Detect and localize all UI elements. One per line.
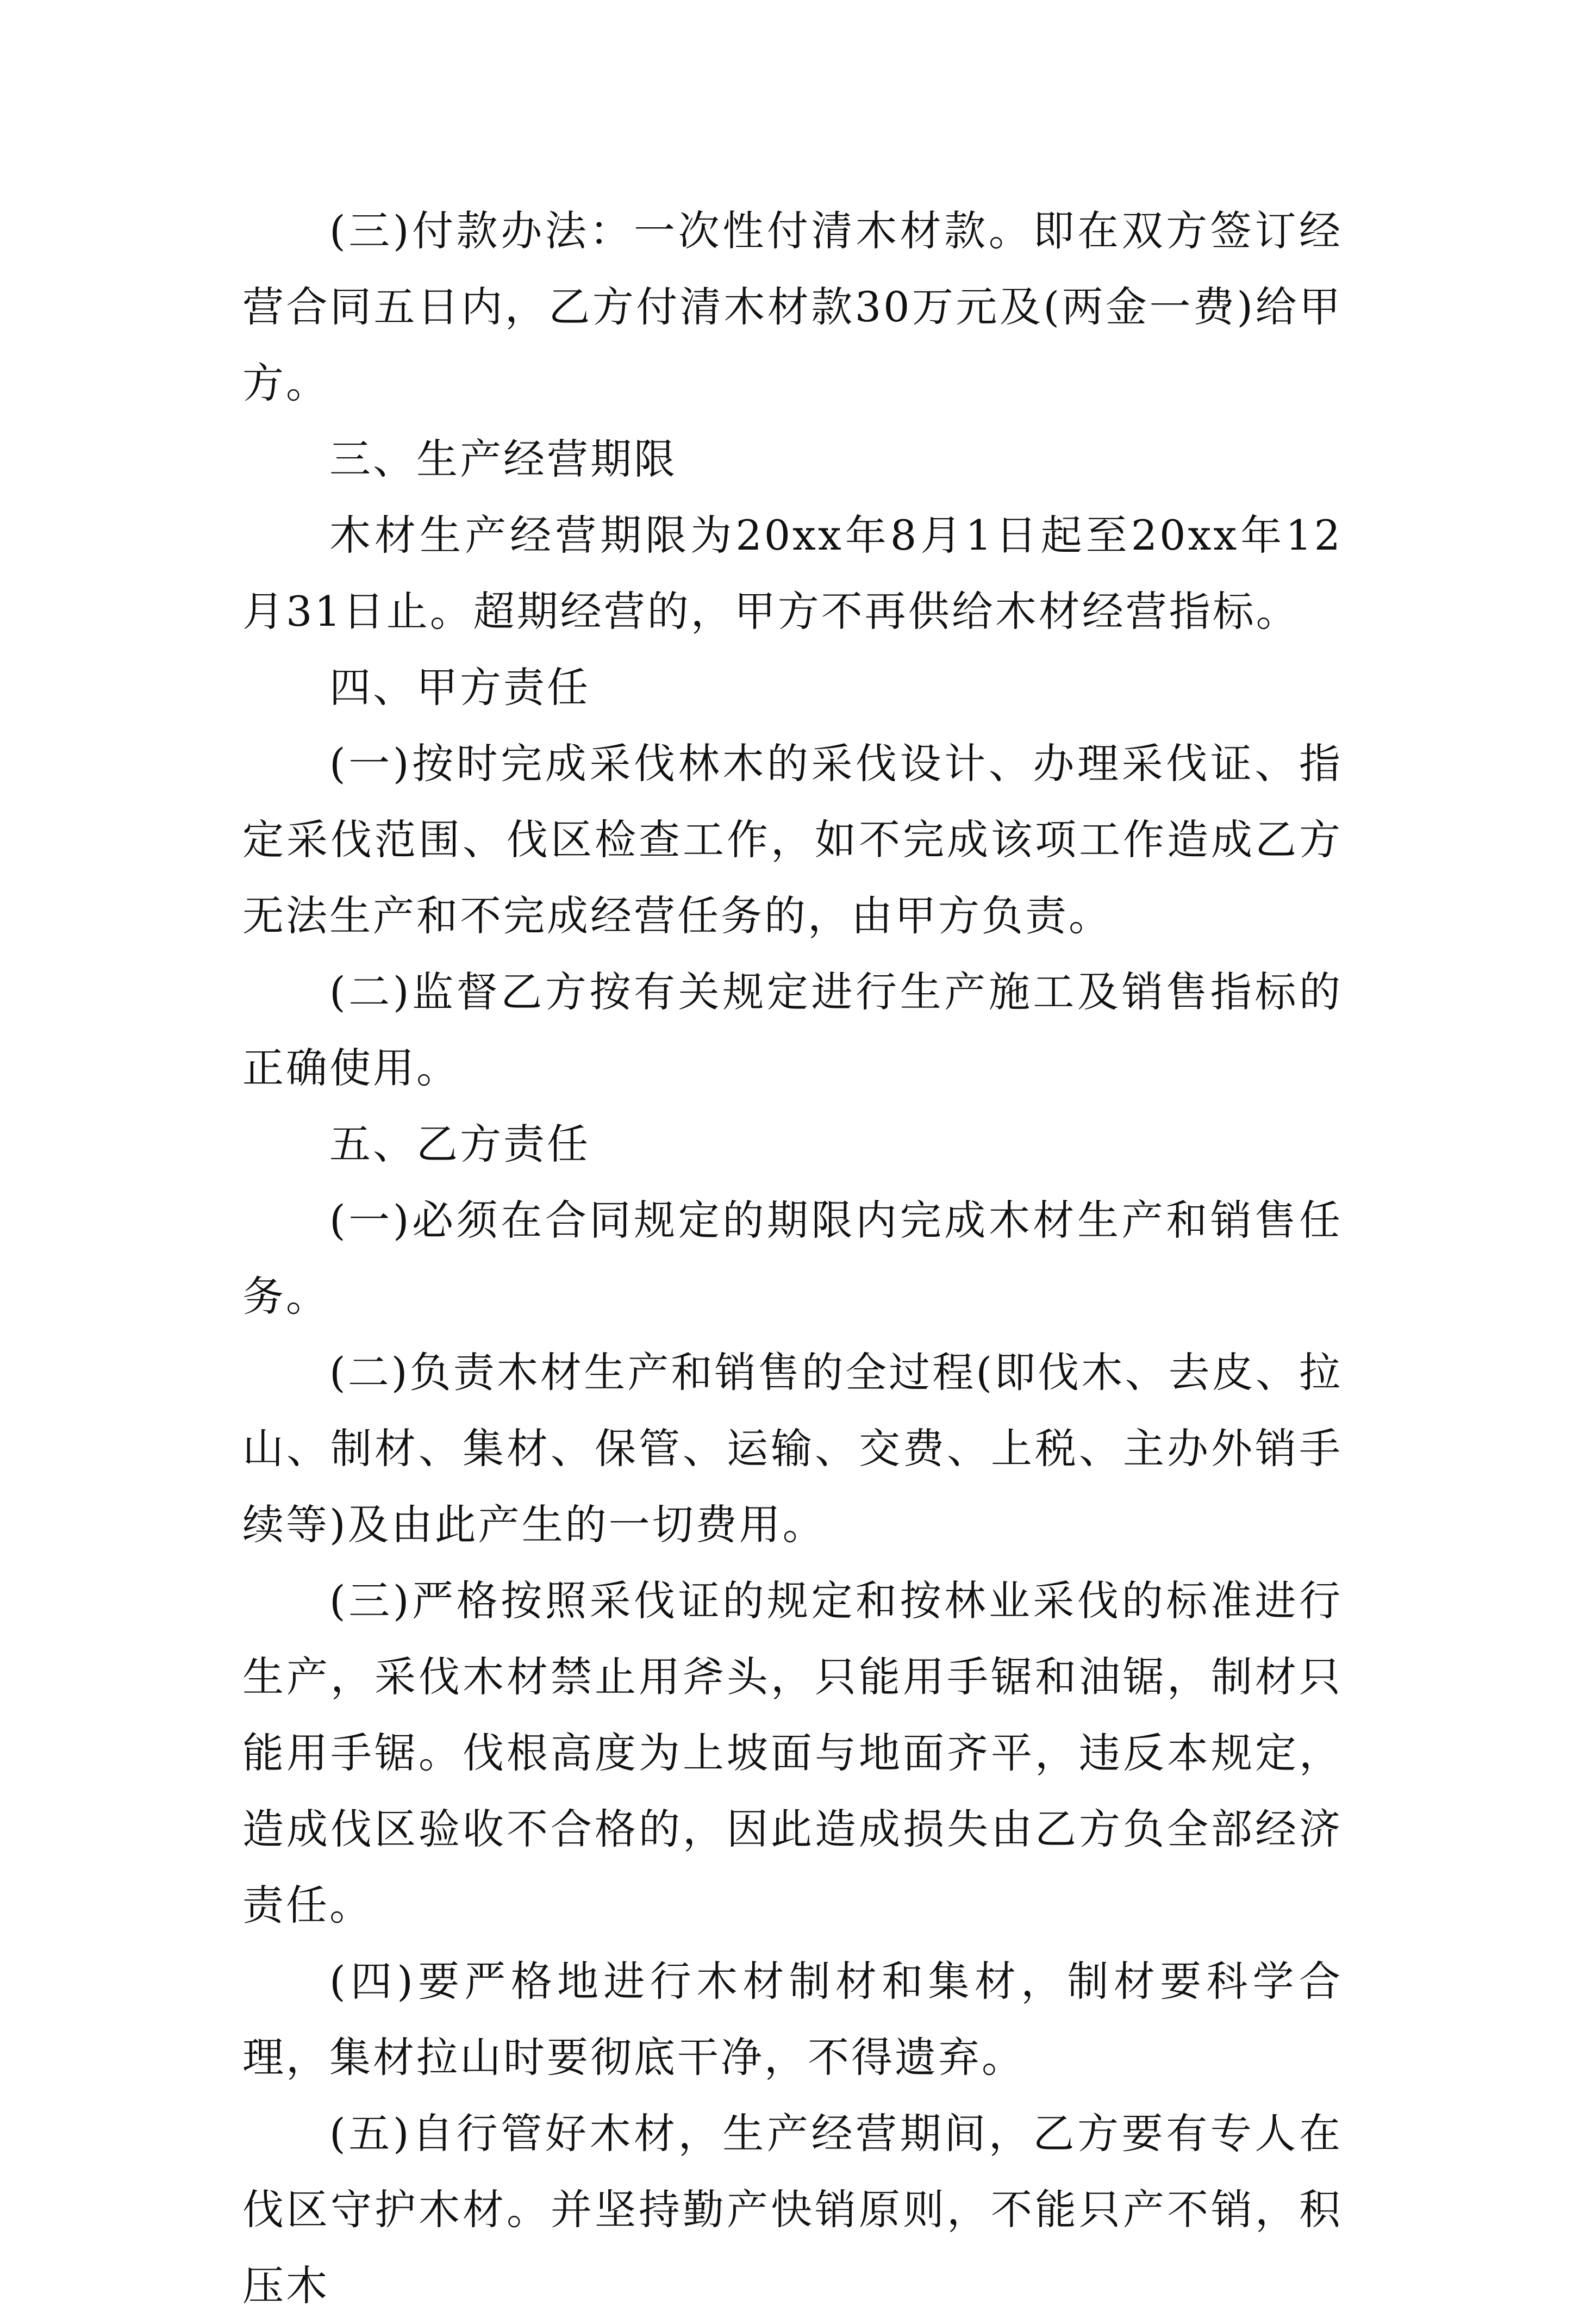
heading-party-a-responsibility: 四、甲方责任: [329, 663, 590, 712]
paragraph-party-b-item-1: (一)必须在合同规定的期限内完成木材生产和销售任务。: [242, 1196, 1343, 1320]
paragraph-party-b-item-3: (三)严格按照采伐证的规定和按林业采伐的标准进行生产，采伐木材禁止用斧头，只能用手锯和油锯，制材只能用手锯。伐根高度为上坡面与地面齐平，违反本规定，造成伐区验收不合格的，因此造成损失由乙方负全部经济责任。: [242, 1577, 1343, 1929]
paragraph-party-a-item-1: (一)按时完成采伐林木的采伐设计、办理采伐证、指定采伐范围、伐区检查工作，如不完成该项工作造成乙方无法生产和不完成经营任务的，由甲方负责。: [242, 739, 1343, 940]
paragraph-party-b-item-4: (四)要严格地进行木材制材和集材，制材要科学合理，集材拉山时要彻底干净，不得遗弃。: [242, 1957, 1343, 2082]
heading-party-b-responsibility: 五、乙方责任: [329, 1120, 590, 1168]
paragraph-party-b-item-2: (二)负责木材生产和销售的全过程(即伐木、去皮、拉山、制材、集材、保管、运输、交费、上税、主办外销手续等)及由此产生的一切费用。: [242, 1348, 1343, 1549]
paragraph-party-a-item-2: (二)监督乙方按有关规定进行生产施工及销售指标的正确使用。: [242, 968, 1343, 1092]
paragraph-payment-method: (三)付款办法：一次性付清木材款。即在双方签订经营合同五日内，乙方付清木材款30万元及(两金一费)给甲方。: [242, 207, 1343, 407]
heading-operation-period: 三、生产经营期限: [329, 435, 677, 483]
document-body: [242, 193, 1343, 2324]
paragraph-party-b-item-5: (五)自行管好木材，生产经营期间，乙方要有专人在伐区守护木材。并坚持勤产快销原则，不能只产不销，积压木: [242, 2109, 1343, 2310]
paragraph-operation-period: 木材生产经营期限为20xx年8月1日起至20xx年12月31日止。超期经营的，甲方不再供给木材经营指标。: [242, 511, 1343, 635]
